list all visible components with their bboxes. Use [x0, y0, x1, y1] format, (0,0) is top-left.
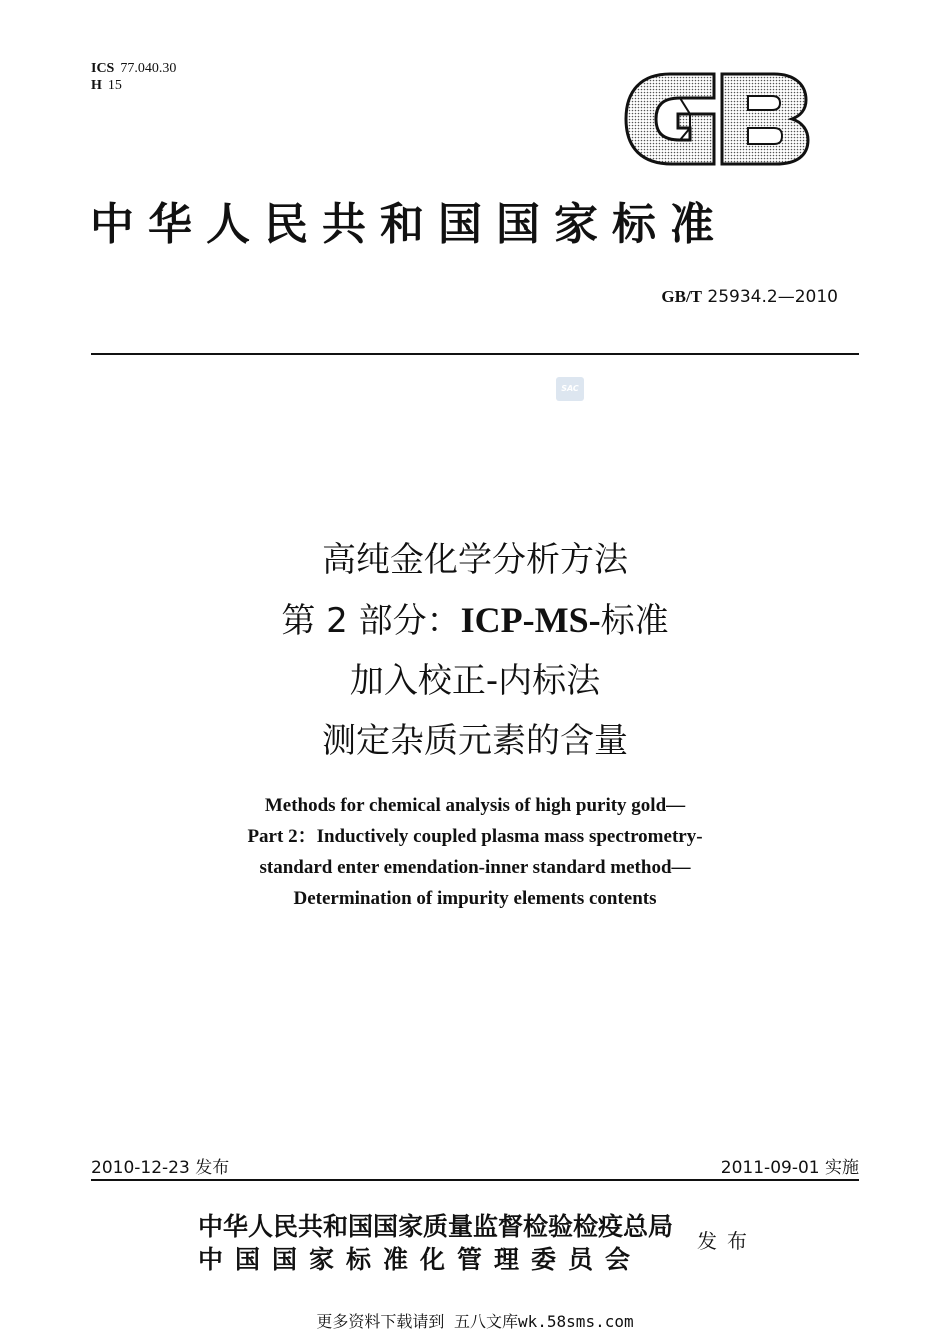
english-title-line-2: Part 2：Inductively coupled plasma mass spectrometry-: [247, 826, 703, 847]
implementation-date: 2011-09-01 实施: [720, 1158, 859, 1178]
download-footer-link[interactable]: 更多资料下载请到 五八文库wk.58sms.com: [316, 1312, 634, 1331]
sac-watermark-logo: SAC: [556, 377, 584, 401]
ccs-code: 15: [107, 78, 122, 93]
english-title-line-1: Methods for chemical analysis of high purity gold—: [264, 795, 686, 816]
issuer-sac: 中国国家标准化管理委员会: [198, 1245, 643, 1274]
english-title: [0, 790, 950, 914]
standard-number-prefix: GB/T: [661, 287, 703, 306]
ics-label: ICS: [91, 61, 115, 76]
classification-codes: [91, 60, 176, 94]
footer-divider: [91, 1179, 859, 1181]
chinese-title: [0, 530, 950, 771]
english-title-line-4: Determination of impurity elements contents: [293, 888, 657, 909]
ccs-label: H: [91, 78, 102, 93]
publish-label: 发布: [697, 1229, 757, 1253]
issuer-aqsiq: 中华人民共和国国家质量监督检验检疫总局: [198, 1212, 674, 1241]
issue-date: 2010-12-23 发布: [91, 1158, 230, 1178]
chinese-title-line-4: 测定杂质元素的含量: [322, 721, 628, 761]
standard-number-value: 25934.2—2010: [707, 287, 838, 307]
national-standard-title: 中华人民共和国国家标准: [90, 199, 728, 250]
english-title-line-3: standard enter emendation-inner standard method—: [259, 857, 691, 878]
standard-number: [661, 287, 838, 307]
gb-logo: [622, 70, 812, 168]
header-divider: [91, 353, 859, 355]
chinese-title-line-1: 高纯金化学分析方法: [322, 540, 628, 580]
chinese-title-line-3: 加入校正-内标法: [349, 661, 601, 701]
ics-code: 77.040.30: [120, 61, 177, 76]
gb-logo-text: GB: [717, 130, 719, 131]
chinese-title-line-2: 第 2 部分：ICP-MS-标准: [281, 600, 669, 641]
